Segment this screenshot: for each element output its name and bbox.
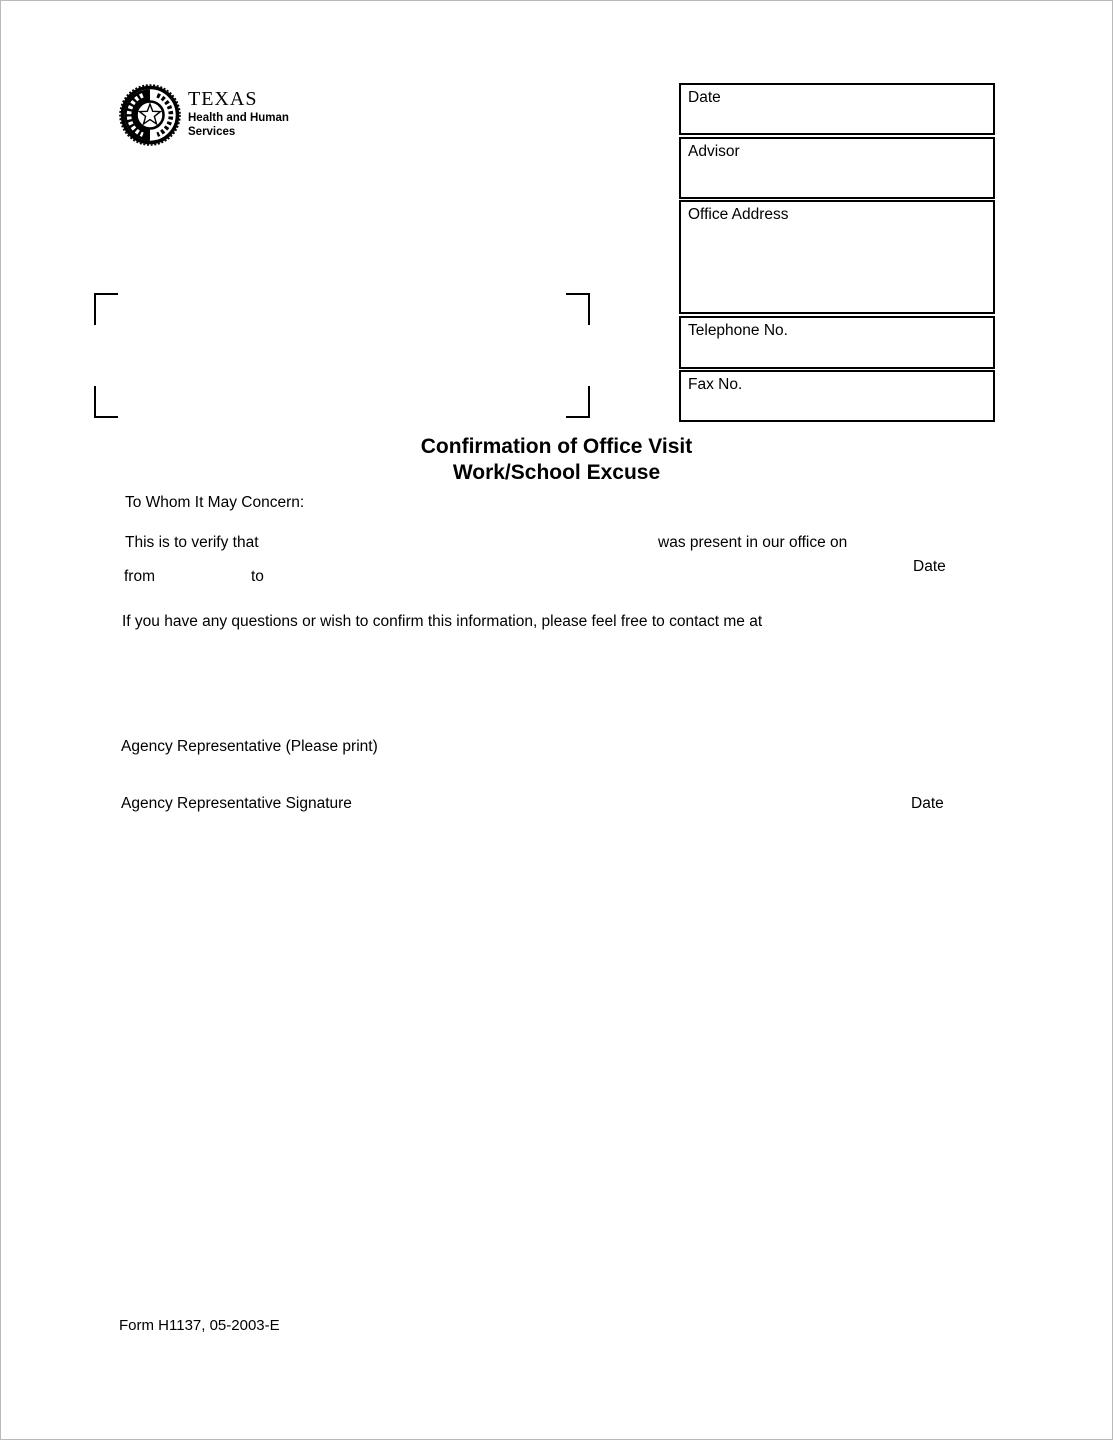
office-address-field-box[interactable] (679, 200, 995, 314)
verify-prefix-text: This is to verify that (125, 534, 259, 551)
from-label: from (124, 568, 155, 585)
contact-info-field[interactable] (806, 609, 996, 633)
address-window-bracket-top-right (566, 293, 590, 325)
contact-instruction-text: If you have any questions or wish to confirm this information, please feel free to contact me at (122, 613, 763, 630)
date-field-box[interactable] (679, 83, 995, 135)
advisor-field-box[interactable] (679, 137, 995, 199)
agency-logo-text (188, 89, 289, 139)
time-to-field[interactable] (276, 563, 396, 587)
address-window-bracket-bottom-left (94, 386, 118, 418)
page-title-line1: Confirmation of Office Visit (420, 435, 693, 458)
visit-date-field[interactable] (911, 529, 995, 553)
client-name-field[interactable] (291, 529, 641, 553)
salutation-text: To Whom It May Concern: (125, 494, 305, 511)
agency-representative-print-label: Agency Representative (Please print) (121, 738, 378, 755)
to-label: to (251, 568, 264, 585)
logo-org-name: TEXAS (188, 88, 258, 110)
texas-state-seal-icon (118, 83, 182, 147)
verify-suffix-text: was present in our office on (658, 534, 848, 551)
address-window-bracket-bottom-right (566, 386, 590, 418)
telephone-field-label: Telephone No. (688, 322, 788, 339)
logo-dept-line2: Services (188, 125, 236, 138)
fax-field-label: Fax No. (688, 376, 743, 393)
page-title-line2: Work/School Excuse (452, 461, 661, 484)
date-field-label: Date (688, 89, 721, 106)
office-address-field-label: Office Address (688, 206, 789, 223)
page-title (1, 434, 1112, 486)
advisor-field-label: Advisor (688, 143, 740, 160)
logo-dept-line1: Health and Human (188, 112, 289, 124)
fax-field-box[interactable] (679, 370, 995, 422)
signature-date-label: Date (911, 795, 944, 812)
visit-date-label: Date (913, 558, 946, 575)
telephone-field-box[interactable] (679, 316, 995, 369)
address-window-bracket-top-left (94, 293, 118, 325)
form-number-text: Form H1137, 05-2003-E (119, 1317, 280, 1334)
agency-representative-signature-label: Agency Representative Signature (121, 795, 352, 812)
time-from-field[interactable] (166, 563, 246, 587)
